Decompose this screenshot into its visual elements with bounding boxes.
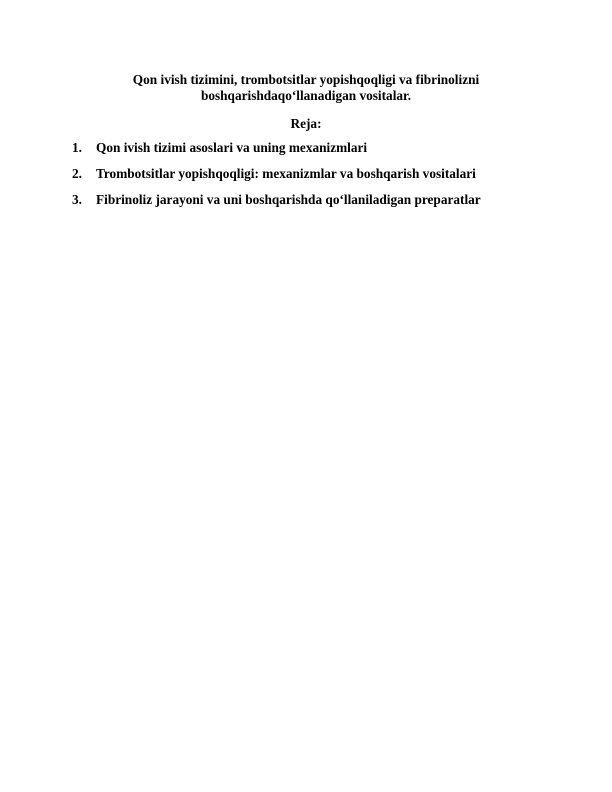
title-line-1: Qon ivish tizimini, trombotsitlar yopishqoqligi va fibrinolizni — [132, 72, 480, 87]
plan-item-text: Fibrinoliz jarayoni va uni boshqarishda qo‘llaniladigan preparatlar — [96, 192, 481, 207]
plan-item-number: 2. — [72, 166, 82, 181]
plan-heading: Reja: — [290, 116, 322, 131]
plan-item-text: Qon ivish tizimi asoslari va uning mexanizmlari — [96, 140, 368, 155]
plan-item-text: Trombotsitlar yopishqoqligi: mexanizmlar va boshqarish vositalari — [96, 166, 476, 181]
title-line-2: boshqarishdaqo‘llanadigan vositalar. — [200, 88, 412, 103]
plan-item-number: 1. — [72, 140, 82, 155]
document-title — [60, 72, 552, 104]
plan-item-number: 3. — [72, 192, 82, 207]
